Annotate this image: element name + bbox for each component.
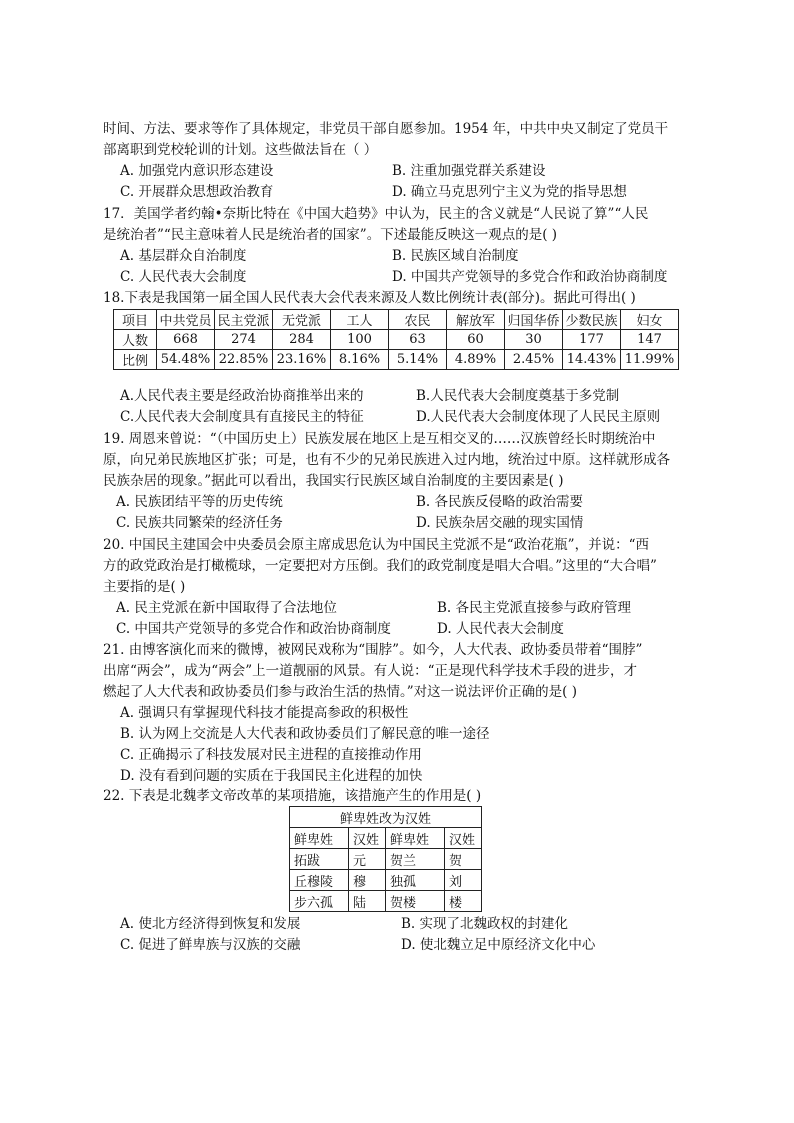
q19-option-a: A. 民族团结平等的历史传统 (116, 494, 283, 510)
q19-option-d: D. 民族杂居交融的现实国情 (416, 515, 584, 531)
header-cell: 解放军 (447, 310, 505, 330)
table-cell: 贺 (445, 849, 482, 870)
header-cell: 农民 (389, 310, 447, 330)
q21-option-c: C. 正确揭示了科技发展对民主进程的直接推动作用 (120, 747, 422, 763)
table-cell: 穆 (349, 870, 386, 891)
q20-option-a: A. 民主党派在新中国取得了合法地位 (116, 600, 337, 616)
q22-stem: 22. 下表是北魏孝文帝改革的某项措施，该措施产生的作用是( ) (103, 788, 482, 804)
table-row (290, 849, 482, 870)
table-cell: 60 (447, 330, 505, 350)
q21-stem-line1: 21. 由博客演化而来的微博，被网民戏称为“围脖”。如今，人大代表、政协委员带着“围脖” (103, 642, 643, 658)
q20-option-b: B. 各民主党派直接参与政府管理 (437, 600, 632, 616)
q22-option-b: B. 实现了北魏政权的封建化 (401, 916, 569, 932)
q22-option-d: D. 使北魏立足中原经济文化中心 (401, 937, 596, 953)
q19-option-b: B. 各民族反侵略的政治需要 (416, 494, 584, 510)
table-cell: 贺兰 (386, 849, 445, 870)
q21-option-b: B. 认为网上交流是人大代表和政协委员们了解民意的唯一途径 (120, 726, 490, 742)
q21-option-a: A. 强调只有掌握现代科技才能提高参政的积极性 (120, 705, 409, 721)
q16-option-c: C. 开展群众思想政治教育 (120, 184, 274, 200)
table-row (290, 870, 482, 891)
table-row (114, 330, 679, 350)
q16-stem-line2: 部离职到党校轮训的计划。这些做法旨在（ ） (103, 142, 378, 158)
header-cell: 项目 (114, 310, 157, 330)
q17-stem-line2: 是统治者”“民主意味着人民是统治者的国家”。下述最能反映这一观点的是( ) (103, 227, 558, 243)
header-cell: 妇女 (621, 310, 679, 330)
table-cell: 拓跋 (290, 849, 349, 870)
table-cell: 刘 (445, 870, 482, 891)
header-cell: 归国华侨 (505, 310, 563, 330)
q17-stem-line1: 17．美国学者约翰•奈斯比特在《中国大趋势》中认为，民主的含义就是“人民说了算”“人民 (103, 206, 649, 222)
q18-option-a: A.人民代表主要是经政治协商推举出来的 (120, 388, 364, 404)
table-row (290, 891, 482, 912)
q17-option-c: C. 人民代表大会制度 (120, 269, 247, 285)
table-cell: 5.14% (389, 350, 447, 370)
table-cell: 比例 (114, 350, 157, 370)
table-cell: 贺楼 (386, 891, 445, 912)
q20-stem-line1: 20. 中国民主建国会中央委员会原主席成思危认为中国民主党派不是“政治花瓶”，并说：“西 (103, 537, 649, 553)
q17-option-a: A. 基层群众自治制度 (120, 248, 247, 264)
q21-stem-line2: 出席“两会”，成为“两会”上一道靓丽的风景。有人说：“正是现代科学技术手段的进步，才 (103, 663, 638, 679)
table-cell: 54.48% (157, 350, 215, 370)
q16-option-b: B. 注重加强党群关系建设 (392, 163, 546, 179)
q20-stem-line3: 主要指的是( ) (103, 579, 186, 595)
table-cell: 元 (349, 849, 386, 870)
table-cell: 14.43% (563, 350, 621, 370)
q20-option-c: C. 中国共产党领导的多党合作和政治协商制度 (116, 621, 391, 637)
q19-stem-line1: 19. 周恩来曾说：“（中国历史上）民族发展在地区上是互相交叉的……汉族曾经长时期统治中 (103, 431, 656, 447)
header-cell: 无党派 (273, 310, 331, 330)
table-cell: 4.89% (447, 350, 505, 370)
header-cell: 中共党员 (157, 310, 215, 330)
q18-stem: 18.下表是我国第一届全国人民代表大会代表来源及人数比例统计表(部分)。据此可得出( ) (103, 290, 636, 306)
table-cell: 人数 (114, 330, 157, 350)
q22-option-c: C. 促进了鲜卑族与汉族的交融 (120, 937, 301, 953)
q18-option-d: D.人民代表大会制度体现了人民民主原则 (416, 409, 661, 425)
q17-option-b: B. 民族区域自治制度 (392, 248, 519, 264)
q22-surname-table (289, 806, 482, 912)
q17-option-d: D. 中国共产党领导的多党合作和政治协商制度 (392, 269, 668, 285)
table-cell: 284 (273, 330, 331, 350)
table-cell: 22.85% (215, 350, 273, 370)
header-cell: 工人 (331, 310, 389, 330)
table-cell: 11.99% (621, 350, 679, 370)
header-cell: 汉姓 (349, 828, 386, 849)
table-cell: 独孤 (386, 870, 445, 891)
q16-stem-line1: 时间、方法、要求等作了具体规定，非党员干部自愿参加。1954 年，中共中央又制定了党员干 (103, 121, 669, 137)
header-cell: 汉姓 (445, 828, 482, 849)
q18-delegates-table (113, 309, 679, 370)
q22-option-a: A. 使北方经济得到恢复和发展 (120, 916, 301, 932)
table-caption: 鲜卑姓改为汉姓 (290, 807, 482, 828)
q18-option-c: C.人民代表大会制度具有直接民主的特征 (120, 409, 364, 425)
q21-stem-line3: 燃起了人大代表和政协委员们参与政治生活的热情。”对这一说法评价正确的是( ) (103, 684, 577, 700)
table-cell: 步六孤 (290, 891, 349, 912)
table-header-row (290, 828, 482, 849)
q21-option-d: D. 没有看到问题的实质在于我国民主化进程的加快 (120, 768, 423, 784)
table-cell: 147 (621, 330, 679, 350)
q20-option-d: D. 人民代表大会制度 (437, 621, 564, 637)
table-cell: 63 (389, 330, 447, 350)
table-header-row (114, 310, 679, 330)
header-cell: 少数民族 (563, 310, 621, 330)
table-cell: 23.16% (273, 350, 331, 370)
table-cell: 274 (215, 330, 273, 350)
table-cell: 8.16% (331, 350, 389, 370)
q19-stem-line3: 民族杂居的现象。”据此可以看出，我国实行民族区域自治制度的主要因素是( ) (103, 473, 564, 489)
q16-option-a: A. 加强党内意识形态建设 (120, 163, 274, 179)
table-cell: 楼 (445, 891, 482, 912)
q16-option-d: D. 确立马克思列宁主义为党的指导思想 (392, 184, 627, 200)
header-cell: 鲜卑姓 (386, 828, 445, 849)
table-cell: 30 (505, 330, 563, 350)
table-cell: 668 (157, 330, 215, 350)
table-row (114, 350, 679, 370)
table-cell: 丘穆陵 (290, 870, 349, 891)
table-cell: 100 (331, 330, 389, 350)
header-cell: 鲜卑姓 (290, 828, 349, 849)
table-cell: 2.45% (505, 350, 563, 370)
q20-stem-line2: 方的政党政治是打橄榄球，一定要把对方压倒。我们的政党制度是唱大合唱。”这里的“大合唱” (103, 558, 657, 574)
q19-option-c: C. 民族共同繁荣的经济任务 (116, 515, 283, 531)
q19-stem-line2: 原，向兄弟民族地区扩张；可是，也有不少的兄弟民族进入过内地，统治过中原。这样就形成各 (103, 452, 670, 468)
q18-option-b: B.人民代表大会制度奠基于多党制 (416, 388, 620, 404)
table-cell: 陆 (349, 891, 386, 912)
table-cell: 177 (563, 330, 621, 350)
header-cell: 民主党派 (215, 310, 273, 330)
